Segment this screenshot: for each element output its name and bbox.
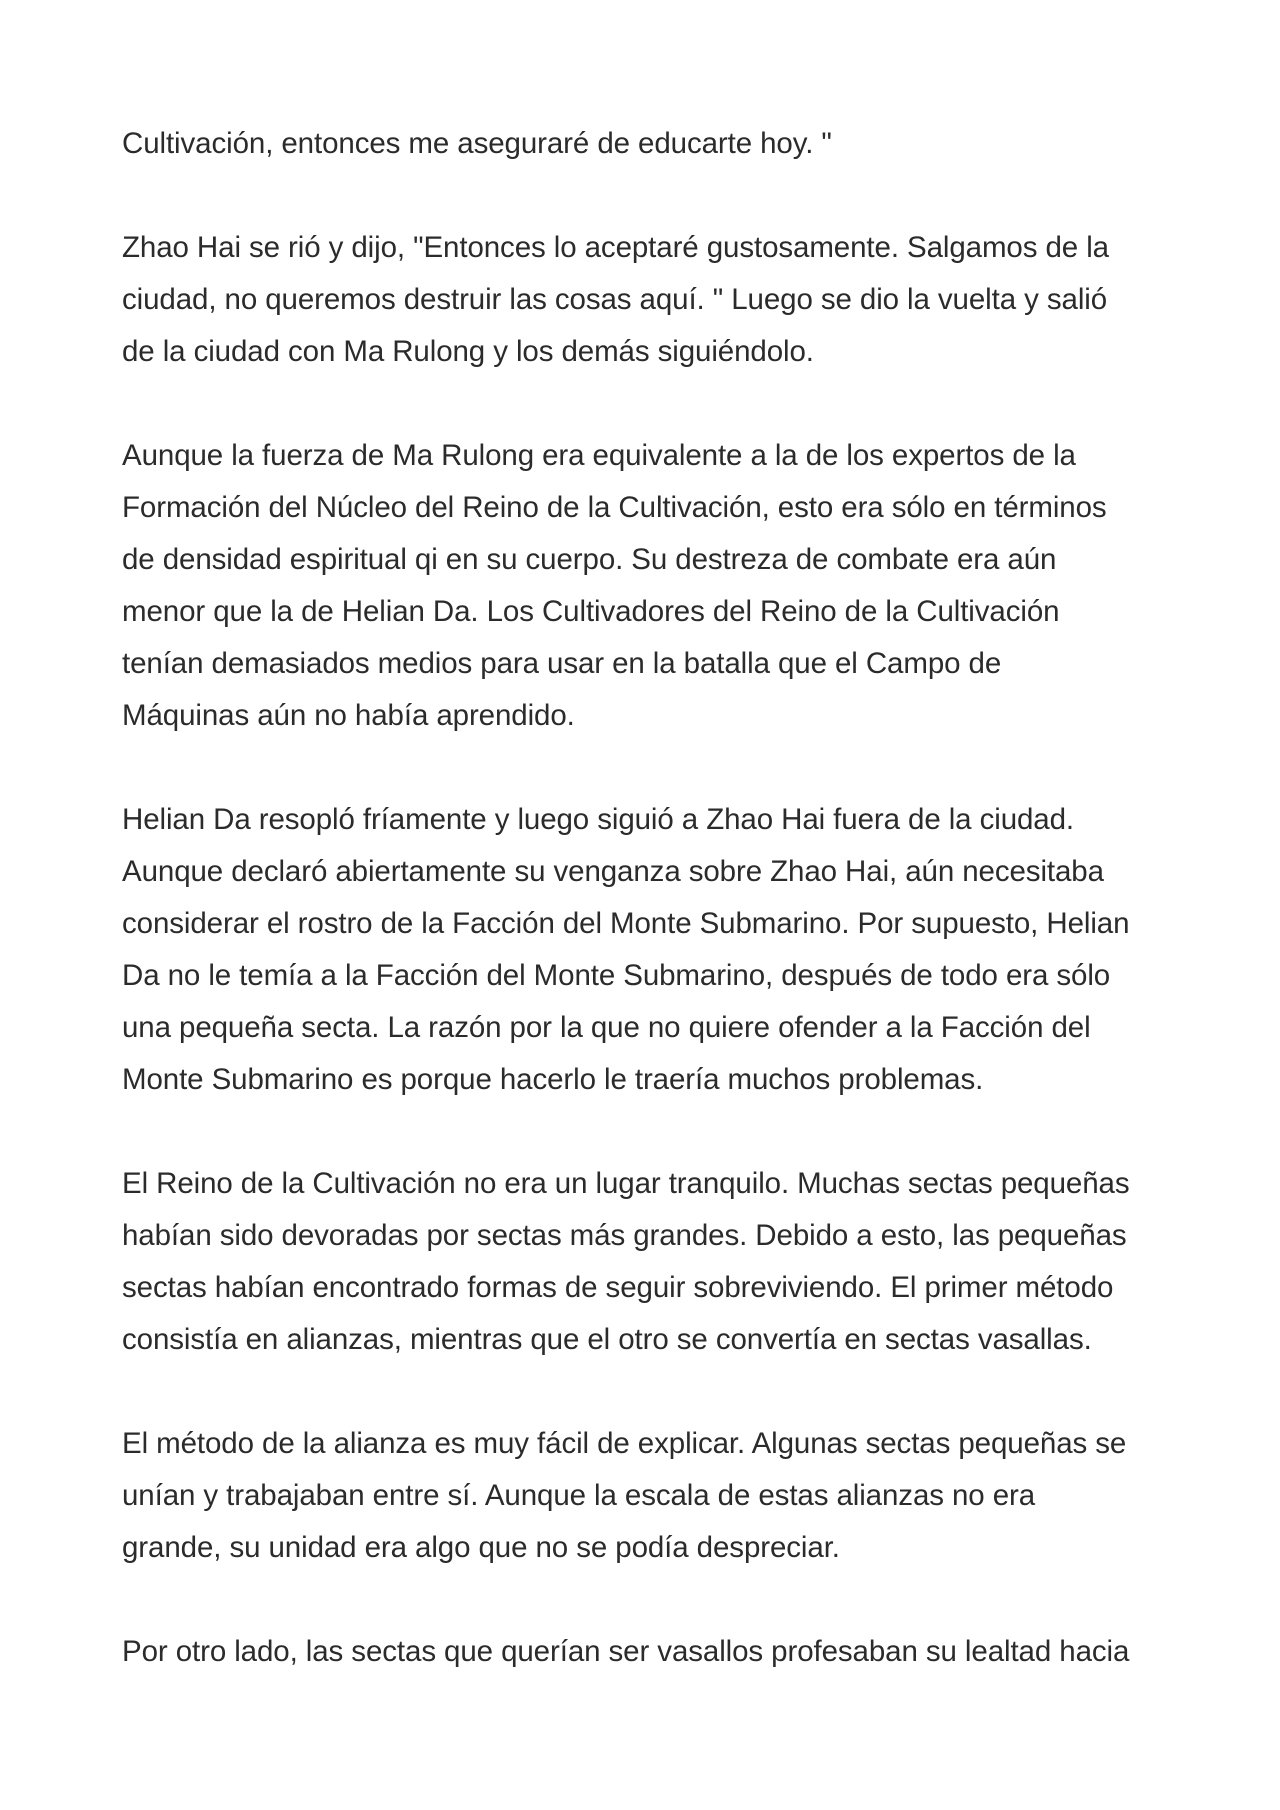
paragraph-gap bbox=[122, 378, 1172, 430]
text-line: menor que la de Helian Da. Los Cultivadores del Reino de la Cultivación bbox=[122, 595, 1060, 628]
text-line: Aunque declaró abiertamente su venganza sobre Zhao Hai, aún necesitaba bbox=[122, 855, 1104, 888]
text-line: Aunque la fuerza de Ma Rulong era equivalente a la de los expertos de la bbox=[122, 439, 1076, 472]
paragraph bbox=[122, 118, 1172, 170]
paragraph-gap bbox=[122, 1574, 1172, 1626]
text-line: Por otro lado, las sectas que querían ser vasallos profesaban su lealtad hacia bbox=[122, 1635, 1130, 1668]
text-line: habían sido devoradas por sectas más grandes. Debido a esto, las pequeñas bbox=[122, 1219, 1127, 1252]
text-line: Da no le temía a la Facción del Monte Submarino, después de todo era sólo bbox=[122, 959, 1111, 992]
paragraph bbox=[122, 430, 1172, 742]
text-line: Cultivación, entonces me aseguraré de educarte hoy. " bbox=[122, 127, 832, 160]
text-line: considerar el rostro de la Facción del Monte Submarino. Por supuesto, Helian bbox=[122, 907, 1130, 940]
text-line: sectas habían encontrado formas de seguir sobreviviendo. El primer método bbox=[122, 1271, 1114, 1304]
paragraph bbox=[122, 1626, 1172, 1678]
paragraph bbox=[122, 1158, 1172, 1366]
paragraph bbox=[122, 1418, 1172, 1574]
text-line: tenían demasiados medios para usar en la batalla que el Campo de bbox=[122, 647, 1002, 680]
paragraph-gap bbox=[122, 742, 1172, 794]
text-line: de la ciudad con Ma Rulong y los demás siguiéndolo. bbox=[122, 335, 814, 368]
text-line: Formación del Núcleo del Reino de la Cultivación, esto era sólo en términos bbox=[122, 491, 1107, 524]
document-page bbox=[122, 118, 1172, 1678]
text-line: Helian Da resopló fríamente y luego siguió a Zhao Hai fuera de la ciudad. bbox=[122, 803, 1075, 836]
text-line: Monte Submarino es porque hacerlo le traería muchos problemas. bbox=[122, 1063, 984, 1096]
paragraph-gap bbox=[122, 1366, 1172, 1418]
text-line: Máquinas aún no había aprendido. bbox=[122, 699, 575, 732]
text-line: consistía en alianzas, mientras que el otro se convertía en sectas vasallas. bbox=[122, 1323, 1092, 1356]
text-line: de densidad espiritual qi en su cuerpo. Su destreza de combate era aún bbox=[122, 543, 1057, 576]
text-line: El método de la alianza es muy fácil de explicar. Algunas sectas pequeñas se bbox=[122, 1427, 1127, 1460]
paragraph bbox=[122, 222, 1172, 378]
paragraph-gap bbox=[122, 170, 1172, 222]
text-line: ciudad, no queremos destruir las cosas aquí. " Luego se dio la vuelta y salió bbox=[122, 283, 1108, 316]
text-line: El Reino de la Cultivación no era un lugar tranquilo. Muchas sectas pequeñas bbox=[122, 1167, 1130, 1200]
text-line: una pequeña secta. La razón por la que no quiere ofender a la Facción del bbox=[122, 1011, 1091, 1044]
text-line: grande, su unidad era algo que no se podía despreciar. bbox=[122, 1531, 840, 1564]
text-line: unían y trabajaban entre sí. Aunque la escala de estas alianzas no era bbox=[122, 1479, 1036, 1512]
text-line: Zhao Hai se rió y dijo, "Entonces lo aceptaré gustosamente. Salgamos de la bbox=[122, 231, 1109, 264]
paragraph-gap bbox=[122, 1106, 1172, 1158]
paragraph bbox=[122, 794, 1172, 1106]
